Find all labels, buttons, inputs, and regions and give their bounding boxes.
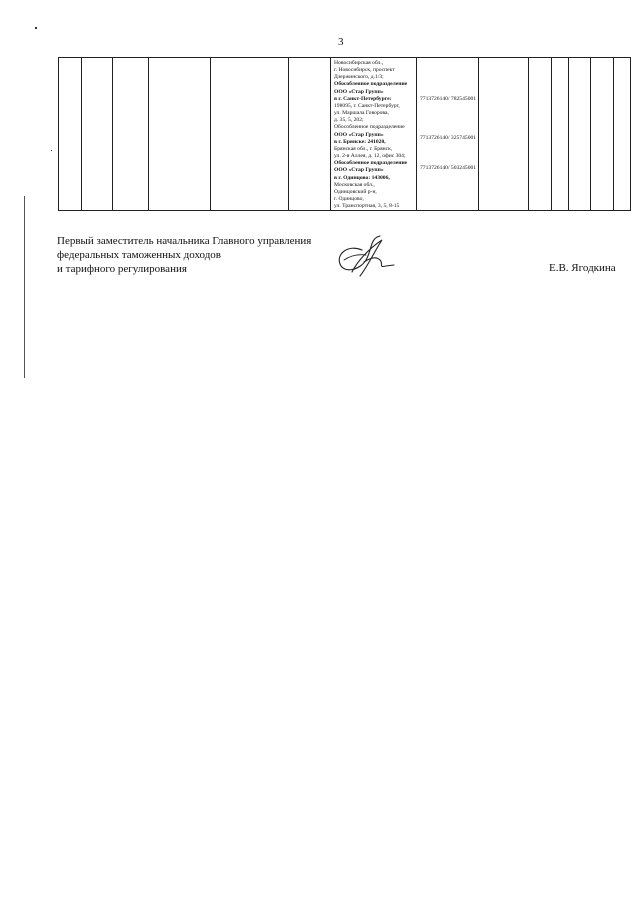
table-cell: [552, 58, 569, 211]
table-cell: [529, 58, 552, 211]
address-line: Дзержинского, д.1/3;: [334, 74, 384, 81]
address-line: ул. Маршала Говорова,: [334, 110, 389, 117]
table-cell: [59, 58, 82, 211]
address-line: ООО «Стар Групп»: [334, 131, 384, 138]
address-line: ул. Транспортная, 3, 5, 8-15: [334, 203, 400, 210]
address-line: в г. Брянске: 241020,: [334, 138, 386, 145]
address-line: ООО «Стар Групп»: [334, 88, 384, 95]
address-line: 198095, г. Санкт-Петербург,: [334, 102, 400, 109]
address-line: в г. Одинцово: 143006,: [334, 174, 390, 181]
code-cell: [417, 58, 479, 211]
inn-kpp-code: 7713726140/ 325745001: [420, 135, 477, 142]
handwritten-signature: [330, 230, 402, 280]
inn-kpp-code: 7713726140/ 782545001: [420, 96, 477, 102]
table-cell: [614, 58, 631, 211]
position-line: Первый заместитель начальника Главного управления: [57, 235, 312, 247]
address-text: [331, 58, 416, 210]
table-cell: [149, 58, 211, 211]
registry-table: [58, 57, 631, 211]
address-line: г. Новосибирск, проспект: [334, 67, 395, 74]
scan-edge-line: [24, 196, 25, 378]
table-cell: [113, 58, 149, 211]
scan-speck: [35, 27, 37, 29]
address-line: Обособленное подразделение: [334, 81, 408, 88]
address-line: Одинцовский р-н,: [334, 188, 377, 195]
address-line: Новосибирская обл.,: [334, 60, 384, 66]
table-cell: [211, 58, 289, 211]
address-line: Обособленное подразделение: [334, 124, 405, 131]
address-line: г. Одинцово,: [334, 195, 364, 202]
address-cell: [331, 58, 417, 211]
position-line: федеральных таможенных доходов: [57, 249, 221, 261]
code-column: [417, 58, 478, 172]
table-cell: [289, 58, 331, 211]
address-line: ул. 2-я Аллея, д. 12, офис 304;: [334, 153, 406, 160]
table-cell: [591, 58, 614, 211]
page-number: 3: [338, 36, 344, 48]
scan-speck: [51, 150, 52, 151]
address-line: Московская обл.,: [334, 181, 375, 188]
address-line: ООО «Стар Групп»: [334, 167, 384, 174]
table-cell: [479, 58, 529, 211]
address-line: в г. Санкт-Петербурге:: [334, 95, 392, 102]
position-line: и тарифного регулирования: [57, 263, 187, 275]
signatory-position: [57, 234, 311, 276]
address-line: Брянская обл., г. Брянск,: [334, 145, 393, 152]
table-cell: [569, 58, 591, 211]
table-cell: [82, 58, 113, 211]
address-line: Обособленное подразделение: [334, 160, 408, 167]
inn-kpp-code: 7713726140/ 503245001: [420, 165, 477, 172]
table-row: [59, 58, 631, 211]
signer-name: Е.В. Ягодкина: [549, 262, 616, 274]
address-line: д. 35, 5, 202;: [334, 117, 364, 124]
